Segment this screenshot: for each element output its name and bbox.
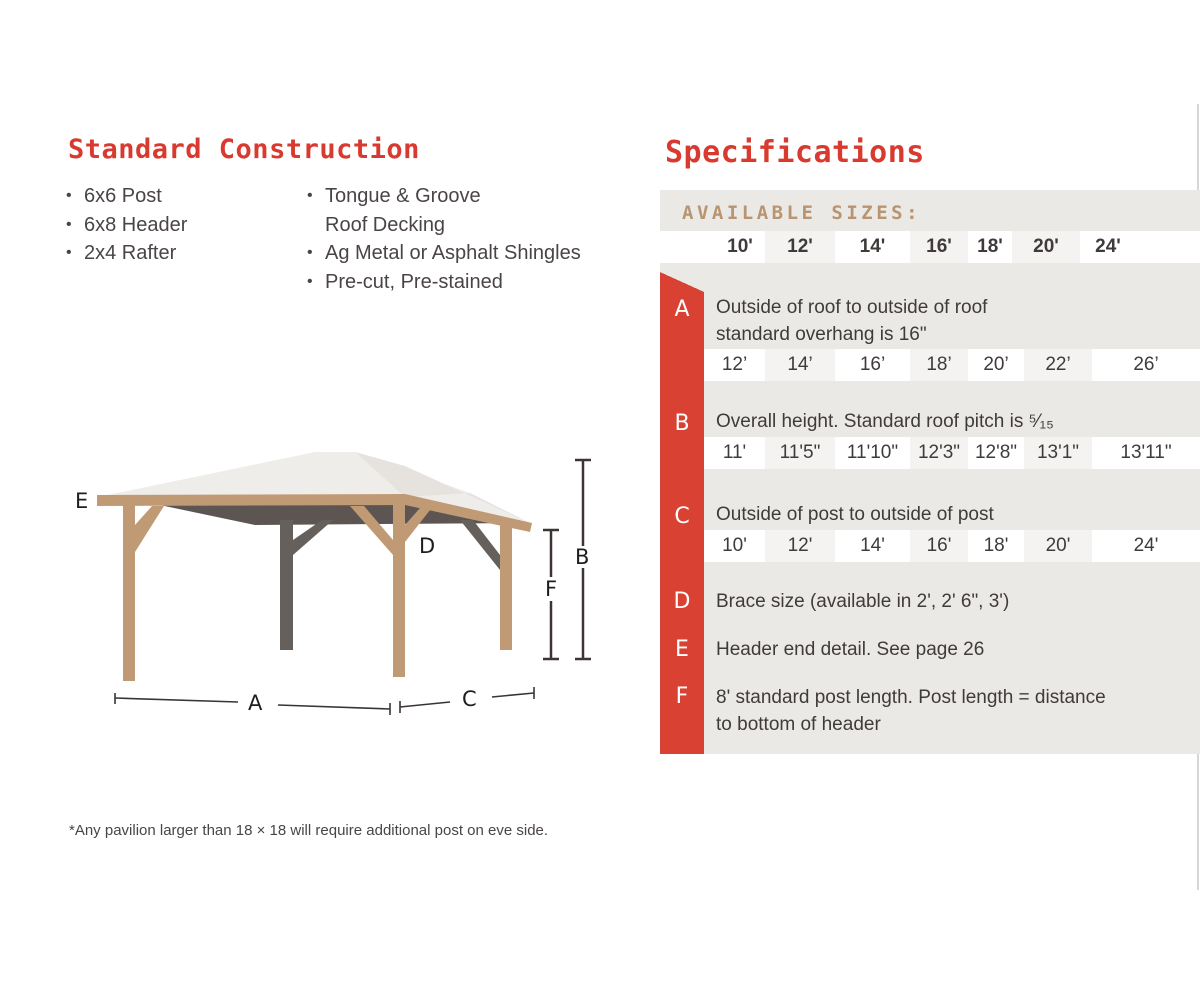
label-d: D <box>419 534 436 558</box>
right-post <box>500 525 512 650</box>
label-c: C <box>462 687 477 711</box>
construction-item: • Tongue & Groove <box>307 182 581 211</box>
spec-letter-f: F <box>675 684 689 709</box>
dimension-a-line-left <box>115 698 238 702</box>
footnote: *Any pavilion larger than 18 × 18 will require additional post on eve side. <box>69 822 549 839</box>
spec-letter-bar-notch <box>660 272 704 292</box>
pavilion-illustration <box>60 440 620 740</box>
value-cell: 26’ <box>1092 349 1200 381</box>
size-cell: 24' <box>1080 231 1136 263</box>
spec-letter-b: B <box>674 411 690 436</box>
value-cell: 14' <box>835 530 910 562</box>
construction-item-continued: Roof Decking <box>325 213 446 236</box>
dimension-a-line-right <box>278 705 390 709</box>
spec-values-a <box>704 349 1200 381</box>
value-cell: 14’ <box>765 349 835 381</box>
construction-item: • 2x4 Rafter <box>66 239 187 268</box>
value-cell: 22’ <box>1024 349 1092 381</box>
construction-item: • Ag Metal or Asphalt Shingles <box>307 239 581 268</box>
value-cell: 20’ <box>968 349 1024 381</box>
spec-values-b <box>704 437 1200 469</box>
front-post-left <box>123 504 135 681</box>
size-cell: 12' <box>765 231 835 263</box>
spec-desc-c: Outside of post to outside of post <box>716 504 994 525</box>
value-cell: 11'5" <box>765 437 835 469</box>
spec-desc-line: standard overhang is 16" <box>716 324 927 345</box>
value-cell: 12' <box>765 530 835 562</box>
spec-desc-b: Overall height. Standard roof pitch is ⁵⁄₁₅ <box>716 411 1054 432</box>
front-brace-left <box>135 506 164 552</box>
value-cell: 12’ <box>704 349 765 381</box>
size-cell: 14' <box>835 231 910 263</box>
label-b: B <box>575 545 590 569</box>
value-cell: 12'8" <box>968 437 1024 469</box>
construction-list-col2 <box>307 182 581 296</box>
value-cell: 13'11" <box>1092 437 1200 469</box>
header-front <box>97 494 405 506</box>
value-cell: 24' <box>1092 530 1200 562</box>
size-cell: 10' <box>715 231 765 263</box>
pavilion-diagram <box>60 440 620 740</box>
spec-desc-line: Outside of roof to outside of roof <box>716 297 988 318</box>
value-cell: 18' <box>968 530 1024 562</box>
back-post-left <box>280 520 293 650</box>
back-brace-right <box>460 520 500 570</box>
size-cell: 18' <box>968 231 1012 263</box>
value-cell: 11' <box>704 437 765 469</box>
value-cell: 11'10" <box>835 437 910 469</box>
spec-desc-e: Header end detail. See page 26 <box>716 639 985 660</box>
size-cell: 20' <box>1012 231 1080 263</box>
available-sizes-label: AVAILABLE SIZES: <box>682 202 922 224</box>
spec-desc-line: 8' standard post length. Post length = distance <box>716 687 1106 708</box>
spec-desc-a <box>716 294 987 348</box>
value-cell: 13'1" <box>1024 437 1092 469</box>
spec-desc-d: Brace size (available in 2', 2' 6", 3') <box>716 591 1010 612</box>
value-cell: 18’ <box>910 349 968 381</box>
label-a: A <box>248 691 263 715</box>
value-cell: 12'3" <box>910 437 968 469</box>
dimension-c-line-left <box>400 702 450 707</box>
size-cell: 16' <box>910 231 968 263</box>
construction-item: • 6x8 Header <box>66 211 187 240</box>
front-post-corner <box>393 504 405 677</box>
value-cell: 16’ <box>835 349 910 381</box>
standard-construction-title: Standard Construction <box>68 134 420 165</box>
construction-item: • Pre-cut, Pre-stained <box>307 268 581 297</box>
specifications-title: Specifications <box>665 135 925 170</box>
available-sizes-row <box>660 231 1200 263</box>
construction-item: • 6x6 Post <box>66 182 187 211</box>
value-cell: 16' <box>910 530 968 562</box>
back-brace-left <box>293 520 333 555</box>
label-f: F <box>545 577 558 601</box>
row-spacer <box>1136 231 1200 263</box>
construction-list-col1 <box>66 182 187 268</box>
spec-letter-c: C <box>674 504 690 529</box>
label-e: E <box>75 489 89 513</box>
spec-desc-line: to bottom of header <box>716 714 881 735</box>
row-spacer <box>660 231 715 263</box>
value-cell: 20' <box>1024 530 1092 562</box>
spec-desc-f <box>716 684 1106 738</box>
spec-letter-d: D <box>673 589 691 614</box>
specifications-panel <box>660 190 1200 754</box>
value-cell: 10' <box>704 530 765 562</box>
spec-letter-a: A <box>674 297 690 322</box>
spec-letter-e: E <box>675 637 689 662</box>
dimension-c-line-right <box>492 693 534 697</box>
spec-values-c <box>704 530 1200 562</box>
